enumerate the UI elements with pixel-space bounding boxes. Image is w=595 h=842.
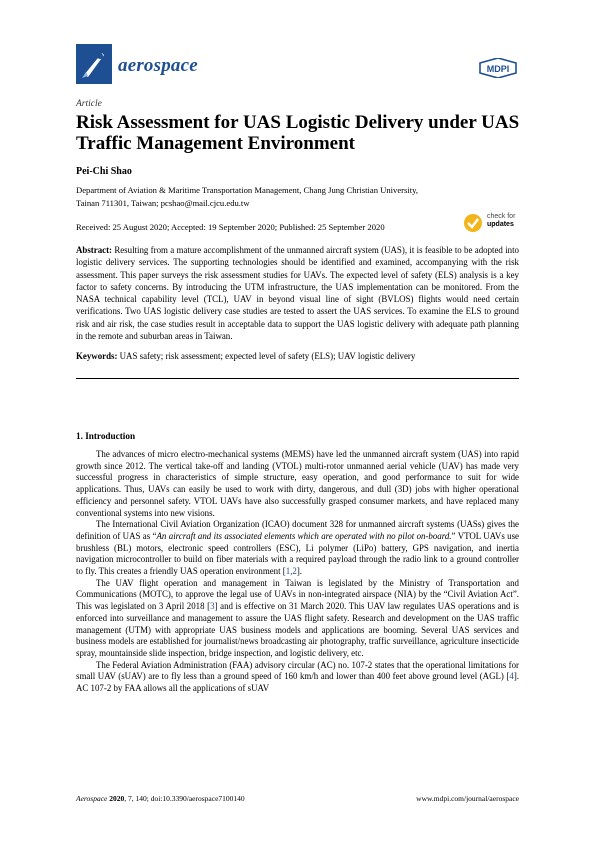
icao-definition-quote: An aircraft and its associated elements which are operated with no pilot on-board. — [156, 530, 452, 541]
body-text — [76, 449, 519, 695]
abstract-label: Abstract: — [76, 245, 112, 255]
bookmark-check-icon — [463, 213, 483, 235]
footer-url[interactable]: www.mdpi.com/journal/aerospace — [416, 794, 519, 803]
section-heading: 1. Introduction — [76, 431, 136, 441]
journal-logo — [76, 44, 112, 84]
mdpi-logo — [478, 58, 518, 78]
keywords-label: Keywords: — [76, 351, 118, 361]
rocket-icon — [76, 44, 112, 84]
paragraph-2: The International Civil Aviation Organization (ICAO) document 328 for unmanned aircraft systems (UASs) gives the definition of UAS as “An aircraft and its associated elements which are operated with no pilot on-board.” VTOL UAVs use brushless (BL) motors, electronic speed controllers (ESC), Li polymer (LiPo) battery, GPS navigation, and inertia navigation microcontroller to build on fiber materials with a required payload through the radio link to a ground controller to fly. This creates a friendly UAS operation environment [1,2]. — [76, 519, 519, 577]
keywords — [76, 351, 519, 361]
citation-link[interactable]: 4 — [509, 671, 514, 682]
check-for-updates-label: check for updates — [487, 213, 516, 228]
divider — [76, 378, 519, 379]
article-type: Article — [76, 99, 102, 109]
paragraph-4: The Federal Aviation Administration (FAA) advisory circular (AC) no. 107-2 states that the operational limitations for small UAV (sUAV) are to fly less than a ground speed of 160 km/h and lower than 400 feet above ground level (AGL) [4]. AC 107-2 by FAA allows all the applications of sUAV — [76, 659, 519, 694]
mdpi-logo-icon — [478, 58, 518, 78]
affiliation-line-1: Department of Aviation & Maritime Transportation Management, Chang Jung Christian University, — [76, 185, 419, 195]
article-title: Risk Assessment for UAS Logistic Delivery under UAS Traffic Management Environment — [76, 112, 520, 154]
svg-text:MDPI: MDPI — [486, 64, 510, 74]
publication-dates: Received: 25 August 2020; Accepted: 19 September 2020; Published: 25 September 2020 — [76, 222, 385, 232]
affiliation — [76, 184, 506, 209]
abstract-text: Resulting from a mature accomplishment of the unmanned aircraft system (UAS), it is feasible to be adopted into logistic delivery services. The supporting technologies should be identified and examined, accompanying with the risk assessment. This paper surveys the risk assessment studies for UAVs. The expected level of safety (ELS) analysis is a key factor to safety concerns. By introducing the UTM infrastructure, the UAS implementation can be monitored. From the NASA technical capability level (TCL), UAV in beyond visual line of sight (BVLOS) flights would need certain verifications. Two UAS logistic delivery case studies are tested to assert the UAS services. To examine the ELS to ground risk and air risk, the case studies result in acceptable data to support the UAS logistic delivery with adequate path planning in the remote and suburban areas in Taiwan. — [76, 245, 519, 342]
affiliation-line-2: Tainan 711301, Taiwan; pcshao@mail.cjcu.edu.tw — [76, 197, 250, 208]
abstract — [76, 244, 519, 342]
author: Pei-Chi Shao — [76, 166, 132, 177]
paragraph-1: The advances of micro electro-mechanical systems (MEMS) have led the unmanned aircraft system (UAS) into rapid growth since 2012. The vertical take-off and landing (VTOL) multi-rotor unmanned aerial vehicle (UAV) has made very successful progress in characteristics of simple structure, easy operation, and good performance to suit for wide applications. Thus, UAVs can easily be used to work with dirty, dangerous, and dull (3D) jobs with higher operational efficiency and personnel safety. VTOL UAVs have also successfully grasped consumer markets, and have replaced many conventional systems into new visions. — [76, 449, 519, 518]
keywords-text: UAS safety; risk assessment; expected level of safety (ELS); UAV logistic delivery — [119, 351, 416, 361]
journal-name: aerospace — [118, 55, 198, 76]
citation-link[interactable]: 3 — [210, 601, 215, 612]
paragraph-3: The UAV flight operation and management in Taiwan is legislated by the Ministry of Transportation and Communications (MOTC), to approve the legal use of UAVs in non-integrated airspace (NIA) by the “Civil Aviation Act”. This was legislated on 3 April 2018 [3] and is effective on 31 March 2020. This UAV law regulates UAS operations and is enforced into surveillance and management to assure the UAS flight safety. Research and development on the UAS traffic management (UTM) with appropriate UAS business models and applications are booming. Several UAS services and business models are established for journalist/news broadcasting air photography, traffic surveillance, agriculture insecticide spray, mountainside slide inspection, bridge inspection, and logistic delivery, etc. — [76, 577, 519, 658]
citation-link[interactable]: 1,2 — [285, 566, 297, 577]
footer-citation: Aerospace 2020, 7, 140; doi:10.3390/aerospace7100140 — [76, 794, 245, 803]
